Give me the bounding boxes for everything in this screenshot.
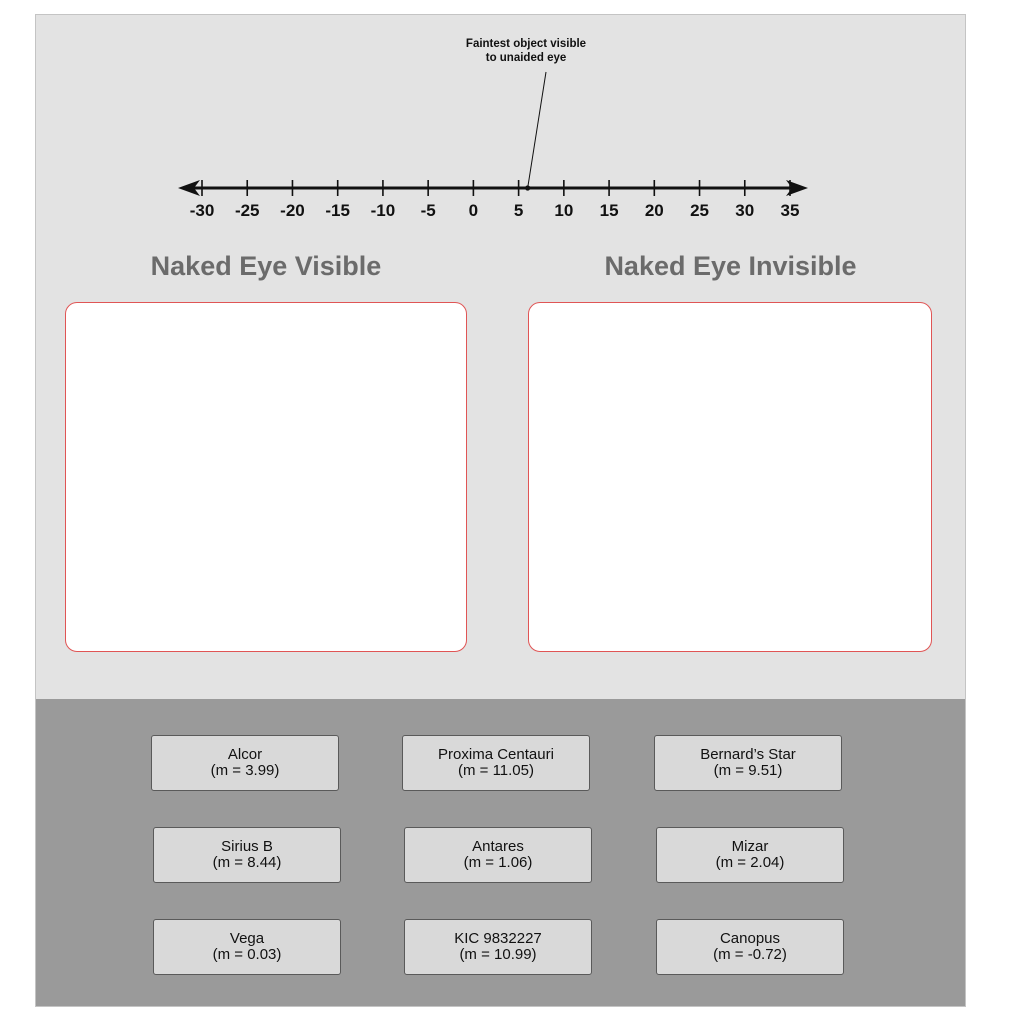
tick-label: -5 bbox=[420, 201, 436, 220]
tick-label: -20 bbox=[280, 201, 305, 220]
star-card-canopus[interactable] bbox=[656, 919, 844, 975]
tick-label: -15 bbox=[325, 201, 350, 220]
naked-eye-invisible-drop-zone[interactable] bbox=[528, 302, 932, 652]
tick-label: 15 bbox=[599, 201, 619, 220]
tick-label: 25 bbox=[690, 201, 709, 220]
star-card-bernards-star[interactable] bbox=[654, 735, 842, 791]
star-magnitude: (m = 9.51) bbox=[713, 762, 783, 779]
star-magnitude: (m = 11.05) bbox=[457, 762, 534, 779]
tick-label: -10 bbox=[370, 201, 396, 220]
star-name: Bernard’s Star bbox=[700, 746, 796, 763]
star-magnitude: (m = -0.72) bbox=[713, 946, 787, 963]
tick-label: 30 bbox=[735, 201, 755, 220]
naked-eye-invisible-title: Naked Eye Invisible bbox=[604, 251, 857, 281]
tick-label: 0 bbox=[468, 201, 479, 220]
star-magnitude: (m = 1.06) bbox=[463, 854, 533, 871]
star-magnitude: (m = 3.99) bbox=[210, 762, 280, 779]
star-card-antares[interactable] bbox=[404, 827, 592, 883]
star-name: Antares bbox=[472, 838, 524, 855]
callout-pointer-line bbox=[528, 72, 546, 188]
star-magnitude: (m = 8.44) bbox=[212, 854, 282, 871]
tick-label: 20 bbox=[644, 201, 664, 220]
star-card-mizar[interactable] bbox=[656, 827, 844, 883]
naked-eye-visible-title: Naked Eye Visible bbox=[150, 251, 382, 281]
star-card-alcor[interactable] bbox=[151, 735, 339, 791]
callout-line-1: Faintest object visible bbox=[465, 38, 587, 50]
tick-label: -30 bbox=[189, 201, 215, 220]
star-name: Canopus bbox=[719, 930, 781, 947]
callout-pointer-dot bbox=[525, 185, 530, 190]
callout-line-2: to unaided eye bbox=[485, 52, 567, 64]
tick-label: 10 bbox=[554, 201, 574, 220]
star-card-sirius-b[interactable] bbox=[153, 827, 341, 883]
star-magnitude: (m = 2.04) bbox=[715, 854, 785, 871]
star-card-kic-9832227[interactable] bbox=[404, 919, 592, 975]
star-magnitude: (m = 0.03) bbox=[212, 946, 282, 963]
star-card-proxima-centauri[interactable] bbox=[402, 735, 590, 791]
star-card-vega[interactable] bbox=[153, 919, 341, 975]
activity-canvas bbox=[35, 14, 966, 1007]
naked-eye-visible-drop-zone[interactable] bbox=[65, 302, 467, 652]
sorting-area bbox=[36, 15, 966, 699]
star-name: Proxima Centauri bbox=[438, 746, 554, 763]
star-name: Vega bbox=[229, 930, 265, 947]
star-name: Sirius B bbox=[221, 838, 273, 855]
tick-label: 5 bbox=[513, 201, 524, 220]
tick-label: -25 bbox=[234, 201, 260, 220]
star-name: Mizar bbox=[731, 838, 769, 855]
faintest-object-callout bbox=[446, 37, 606, 65]
tick-label: 35 bbox=[780, 201, 800, 220]
star-name: Alcor bbox=[227, 746, 263, 763]
star-magnitude: (m = 10.99) bbox=[459, 946, 537, 963]
star-name: KIC 9832227 bbox=[454, 930, 542, 947]
card-bank bbox=[36, 699, 966, 1007]
